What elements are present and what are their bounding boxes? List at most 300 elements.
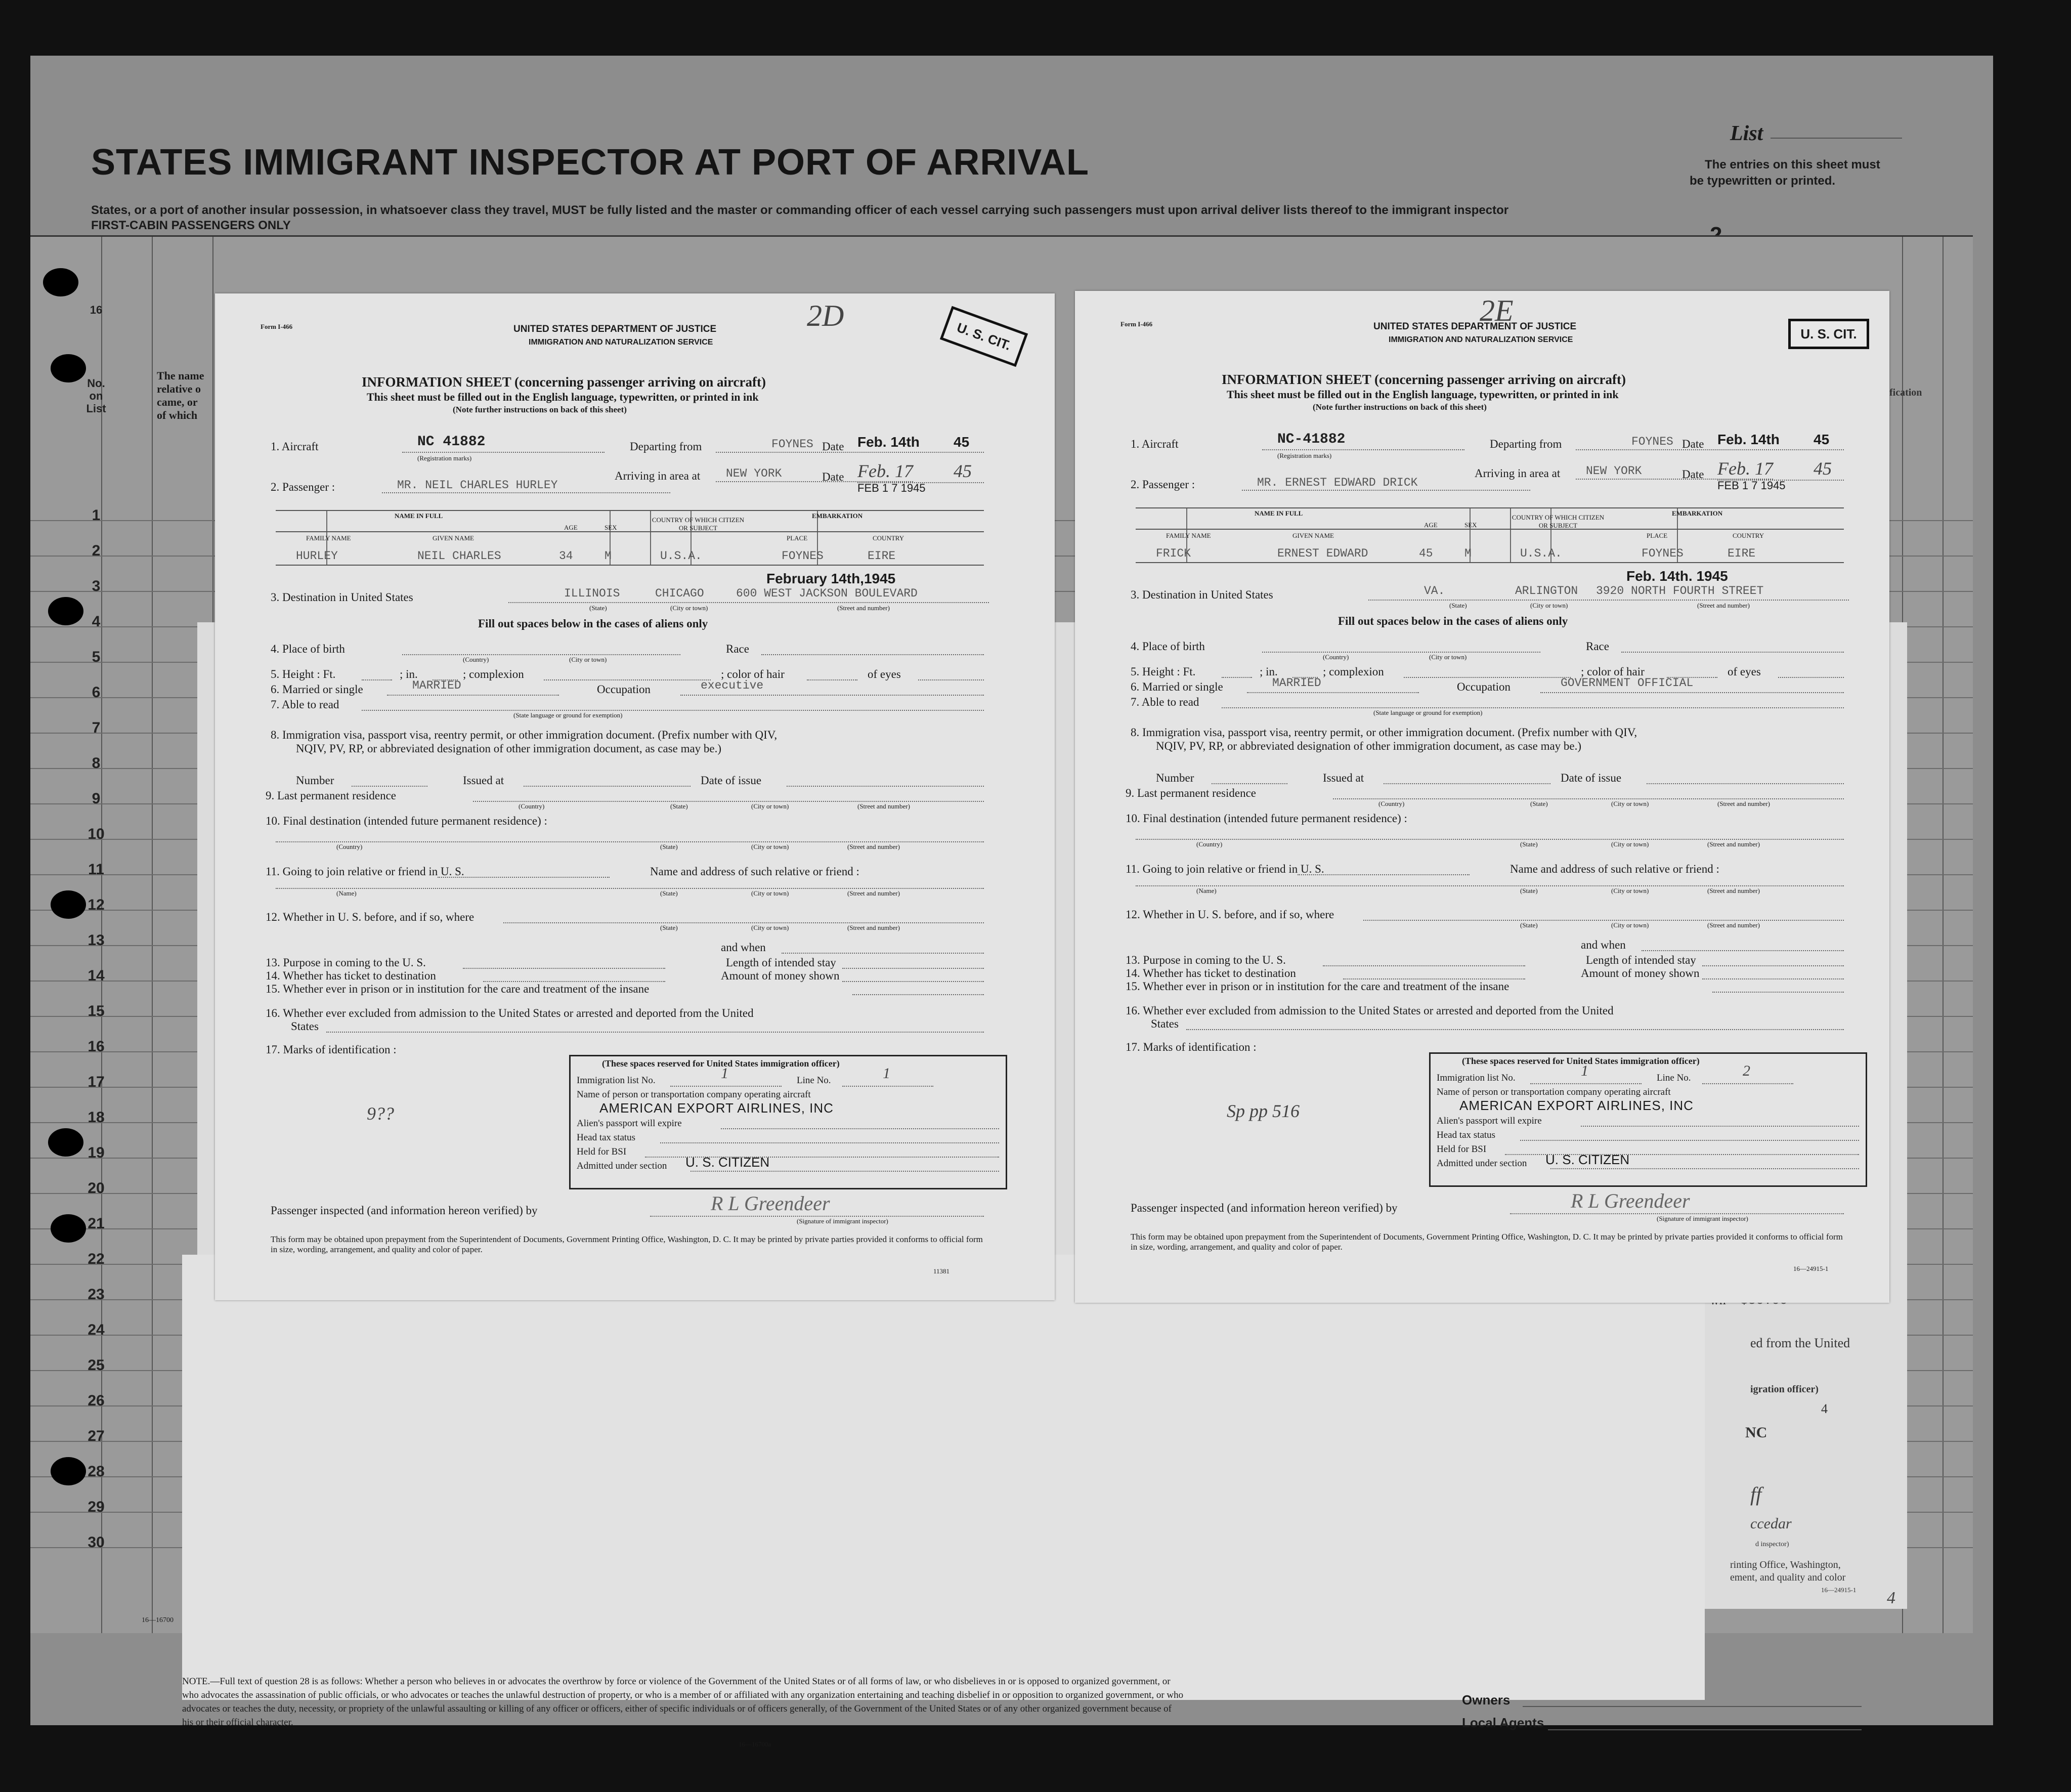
street-sub-10: (Street and number) [847,843,900,850]
street-sub-9: (Street and number) [1717,800,1770,807]
q12-label: 12. Whether in U. S. before, and if so, where [266,911,474,923]
embarkation-header: EMBARKATION [812,512,863,520]
city-sub-12: (City or town) [1611,921,1649,929]
street-sub-12: (Street and number) [847,924,900,931]
footer-text: This form may be obtained upon prepayment from the Superintendent of Documents, Government Printing Office, Washington, D. C. It may be printed by private parties provided it conforms to official form in size, wording, arrangement, and quality and color of paper. [271,1234,983,1254]
lang-sub: (State language or ground for exemption) [1373,709,1483,716]
us-citizen-stamp-text: U. S. CITIZEN [1545,1152,1630,1167]
q7-label: 7. Able to read [1131,696,1199,708]
form-code-left: 16—16700 [142,1616,174,1624]
q11-label: 11. Going to join relative or friend in U. S. [1126,863,1324,875]
form-rule [1540,692,1844,693]
line-no-label: Line No. [1657,1073,1691,1083]
arr-stamp: FEB 1 7 1945 [1717,479,1786,492]
state-sub-12: (State) [660,924,678,931]
list-no-value: 1 [721,1065,728,1082]
q6-label: 6. Married or single [1131,680,1223,693]
sheet-id: 2D [807,299,844,332]
row-number: 25 [88,1357,105,1374]
street-sub-10: (Street and number) [1707,840,1760,848]
sheet-sub-1: This sheet must be filled out in the English language, typewritten, or printed in ink [1227,388,1619,401]
form-rule [276,888,984,889]
reg-marks-label: (Registration marks) [1277,452,1332,459]
married-value: MARRIED [1272,676,1321,690]
city-sub-9: (City or town) [751,802,789,810]
form-rule [1262,652,1540,653]
country-sub-10: (Country) [336,843,363,850]
list-no-label: Immigration list No. [577,1075,656,1086]
footer-code: 11381 [933,1267,950,1275]
form-number: Form I-466 [1120,320,1153,328]
number-label: Number [296,774,334,787]
service-name: IMMIGRATION AND NATURALIZATION SERVICE [529,338,713,347]
occupation-label: Occupation [597,683,651,696]
row-number: 28 [88,1463,105,1480]
dated-stamp: Feb. 14th. 1945 [1626,568,1728,584]
form-rule [842,968,984,969]
form-rule [1136,839,1844,840]
arr-date-hw: Feb. 17 [1717,458,1773,479]
col-no-label-2: on [89,390,103,402]
row-number: 11 [88,861,104,878]
fill-out-header: Fill out spaces below in the cases of aliens only [1338,615,1568,627]
form-rule [524,786,691,787]
arriving-label: Arriving in area at [1475,467,1561,480]
departing-label: Departing from [630,440,702,453]
list-no-label: Immigration list No. [1437,1073,1516,1083]
sheet-sub-1: This sheet must be filled out in the English language, typewritten, or printed in ink [367,391,759,403]
emb-country-header: COUNTRY [873,534,904,542]
dep-year-value: 45 [954,434,970,450]
arriving-value: NEW YORK [726,467,782,480]
form-rule [918,679,984,680]
form-rule [1247,692,1419,693]
number-label: Number [1156,772,1194,784]
form-rule [1621,652,1844,653]
form-rule [544,679,711,680]
sheet-sub-2: (Note further instructions on back of this sheet) [1313,402,1487,412]
row-number: 15 [88,1003,105,1019]
form-rule [276,531,984,532]
arr-year-hw: 45 [1814,458,1832,479]
company-label: Name of person or transportation company operating aircraft [1437,1087,1671,1097]
form-rule [852,994,984,995]
stay-label: Length of intended stay [1586,954,1696,966]
age-header: AGE [1424,521,1438,529]
form-rule [362,710,984,711]
city-sub-2: (City or town) [1429,653,1467,661]
eyes-label: of eyes [1728,665,1761,678]
form-rule [326,1032,984,1033]
race-label: Race [726,643,749,655]
embarkation-header: EMBARKATION [1672,509,1723,517]
form-rule [1702,978,1844,979]
q15-label: 15. Whether ever in prison or in institution for the care and treatment of the insane [266,983,650,995]
form-rule [842,1086,933,1087]
q13-label: 13. Purpose in coming to the U. S. [1126,954,1286,966]
form-rule [650,1216,984,1217]
admitted-label: Admitted under section [1437,1158,1527,1169]
state-sub-9: (State) [670,802,688,810]
instructions-line-2: be typewritten or printed. [1690,174,1836,188]
line-no-label: Line No. [797,1075,831,1086]
state-sub-10: (State) [660,843,678,850]
given-name-header: GIVEN NAME [433,534,474,542]
punch-hole [43,268,78,296]
dest-street-value: 600 WEST JACKSON BOULEVARD [736,587,918,600]
row-number: 6 [92,684,101,701]
in-label: ; in. [1260,665,1278,678]
state-sub-11: (State) [1520,887,1538,894]
q16-line-2: States [1151,1017,1179,1030]
city-sub-10: (City or town) [751,843,789,850]
country-sub: (Country) [1323,653,1349,661]
row-number: 13 [88,932,105,949]
q8-line-2: NQIV, PV, RP, or abbreviated designation of other immigration document, as case may be.) [296,742,722,755]
rel-name-label: Name and address of such relative or friend : [650,865,859,878]
q8-line-1: 8. Immigration visa, passport visa, reentry permit, or other immigration document. (Prefix number with QIV, [271,729,778,741]
city-sub-2: (City or town) [569,656,607,663]
city-sub: (City or town) [670,604,708,612]
aircraft-value: NC 41882 [417,434,486,450]
form-code-bottom: 16—16700a [739,1740,771,1748]
form-rule [782,953,984,954]
tax-label: Head tax status [577,1132,636,1143]
under-fragment: 16—24915-1 [1821,1586,1857,1594]
form-rule [1298,874,1470,875]
row-number: 8 [92,755,101,772]
under-fragment: ccedar [1750,1515,1792,1532]
emb-country-value: EIRE [1728,547,1756,560]
row-number: 24 [88,1321,105,1338]
dept-name: UNITED STATES DEPARTMENT OF JUSTICE [1373,321,1577,332]
street-sub-11: (Street and number) [1707,887,1760,894]
q16-line-1: 16. Whether ever excluded from admission to the United States or arrested and deported from the United [1126,1004,1614,1017]
form-rule [1642,950,1844,951]
row-number: 3 [92,578,101,594]
street-sub-12: (Street and number) [1707,921,1760,929]
given-value: NEIL CHARLES [417,549,501,563]
under-fragment: ed from the United [1750,1336,1850,1350]
lang-sub: (State language or ground for exemption) [513,711,623,719]
dest-city-value: CHICAGO [655,587,704,600]
sig-sub: (Signature of immigrant inspector) [1657,1215,1748,1222]
form-rule [473,801,984,802]
under-fragment: fication [1889,387,1922,398]
signature: R L Greendeer [1571,1189,1690,1212]
punch-hole [51,1214,86,1243]
under-fragment: ff [1750,1483,1762,1506]
citizen-header: COUNTRY OF WHICH CITIZEN OR SUBJECT [652,516,745,532]
emb-place-value: FOYNES [782,549,824,563]
money-label: Amount of money shown [721,969,840,982]
family-value: HURLEY [296,549,338,563]
under-fragment: ement, and quality and color [1730,1572,1846,1583]
dep-date-value: Feb. 14th [1717,432,1780,447]
form-rule [787,786,984,787]
name-sub-11: (Name) [336,889,357,897]
row-number: 29 [88,1499,105,1515]
form-rule [463,968,665,969]
row-number: 23 [88,1286,105,1303]
dest-street-value: 3920 NORTH FOURTH STREET [1596,584,1764,598]
occupation-value: GOVERNMENT OFFICIAL [1561,676,1694,690]
form-rule [1404,677,1571,678]
q1-label: 1. Aircraft [271,440,319,453]
dest-state-value: ILLINOIS [564,587,620,600]
form-rule [761,654,984,655]
row-number: 18 [88,1109,105,1126]
q11-label: 11. Going to join relative or friend in U. S. [266,865,464,878]
arr-stamp: FEB 1 7 1945 [857,482,926,494]
emb-country-value: EIRE [868,549,896,563]
family-name-header: FAMILY NAME [1166,532,1211,539]
city-sub-11: (City or town) [751,889,789,897]
manifest-subtitle: States, or a port of another insular possession, in whatsoever class they travel, MUST be fully listed and the master or commanding officer of each vessel carrying such passengers must upon arrival deliver lists thereof to the immigrant inspector [91,203,1509,217]
row-number: 14 [88,967,105,984]
form-rule [660,1142,999,1143]
sheet-sub-2: (Note further instructions on back of this sheet) [453,405,627,414]
q6-label: 6. Married or single [271,683,363,696]
q9-label: 9. Last permanent residence [1126,787,1256,799]
row-number: 20 [88,1180,105,1197]
and-when-label: and when [721,941,766,954]
arriving-value: NEW YORK [1586,464,1642,478]
passport-label: Alien's passport will expire [577,1118,682,1129]
in-label: ; in. [400,668,418,680]
bsi-label: Held for BSI [1437,1144,1487,1155]
line-no-value: 1 [883,1065,890,1082]
question-28-note: NOTE.—Full text of question 28 is as follows: Whether a person who believes in or advocates the overthrow by force or violence of the Government of the United States or of all forms of law, or who disbelieves in or is opposed to organized government, or who advocates the assassination of public officials, or who advocates or teaches the unlawful destruction of property, or who is a member of or affiliated with any organization entertaining and teaching disbelief in or opposition to organized government, or who advocates or teaches the duty, necessity, or propriety of the unlawful assaulting or killing of any officer or officers, either of specific individuals or of officers generally, of the Government of the United States or of any other organized government because of his or their official character. [182,1676,1184,1728]
street-sub: (Street and number) [1697,602,1750,609]
age-header: AGE [564,524,578,531]
footer-text: This form may be obtained upon prepayment from the Superintendent of Documents, Government Printing Office, Washington, D. C. It may be printed by private parties provided it conforms to official form in size, wording, arrangement, and quality and color of paper. [1131,1232,1843,1252]
arr-date-hw: Feb. 17 [857,461,913,481]
name-in-full-header: NAME IN FULL [395,512,443,520]
form-rule [1530,1083,1642,1084]
q13-label: 13. Purpose in coming to the U. S. [266,956,426,969]
sex-value: M [1464,547,1472,560]
given-value: ERNEST EDWARD [1277,547,1368,560]
age-value: 45 [1419,547,1433,560]
punch-hole [48,597,83,625]
list-no-value: 1 [1581,1062,1588,1079]
q17-label: 17. Marks of identification : [266,1043,397,1056]
form-rule [1778,677,1844,678]
state-sub-10: (State) [1520,840,1538,848]
form-rule [721,1128,999,1129]
marks-handwritten: Sp pp 516 [1227,1101,1300,1121]
q10-label: 10. Final destination (intended future permanent residence) : [1126,812,1407,825]
q10-label: 10. Final destination (intended future permanent residence) : [266,815,547,827]
form-rule [1647,783,1844,784]
form-rule [1136,529,1844,530]
us-citizen-stamp: U. S. CIT. [940,306,1028,367]
sig-sub: (Signature of immigrant inspector) [797,1217,888,1225]
bsi-label: Held for BSI [577,1146,627,1157]
q16-line-2: States [291,1020,319,1033]
form-rule [1136,885,1844,886]
departing-value: FOYNES [771,438,813,451]
row-number: 12 [88,897,105,913]
col-16-label: 16 [90,304,103,316]
form-rule [1333,798,1844,799]
occupation-value: executive [701,679,764,692]
name-in-full-header: NAME IN FULL [1255,509,1303,517]
form-rule [1262,449,1464,450]
form-rule [1186,1029,1844,1030]
date-label: Date [822,440,844,453]
q16-line-1: 16. Whether ever excluded from admission to the United States or arrested and deported from the United [266,1007,754,1019]
street-sub-9: (Street and number) [857,802,910,810]
reserved-label: (These spaces reserved for United States immigration officer) [1462,1056,1700,1066]
manifest-class-label: FIRST-CABIN PASSENGERS ONLY [91,219,291,232]
form-rule [1581,1126,1859,1127]
passport-label: Alien's passport will expire [1437,1116,1542,1126]
date-issue-label: Date of issue [701,774,762,787]
fill-out-header: Fill out spaces below in the cases of aliens only [478,617,708,630]
signature: R L Greendeer [711,1192,830,1215]
form-rule [1368,600,1849,601]
city-sub-9: (City or town) [1611,800,1649,807]
form-rule [1363,920,1844,921]
sheet-id: 2E [1480,294,1514,327]
q17-label: 17. Marks of identification : [1126,1041,1257,1053]
citizen-value: U.S.A. [1520,547,1562,560]
row-number: 9 [92,790,101,807]
arriving-label: Arriving in area at [615,470,701,482]
under-fragment: igration officer) [1750,1384,1819,1395]
arr-year-hw: 45 [954,461,972,481]
q8-line-1: 8. Immigration visa, passport visa, reentry permit, or other immigration document. (Prefix number with QIV, [1131,726,1637,739]
row-number: 1 [92,507,101,524]
q4-label: 4. Place of birth [271,643,345,655]
airline-stamp: AMERICAN EXPORT AIRLINES, INC [1459,1098,1694,1113]
citizen-header: COUNTRY OF WHICH CITIZEN OR SUBJECT [1512,514,1605,529]
instructions-line-1: The entries on this sheet must [1705,158,1880,172]
form-rule [276,841,984,842]
form-rule [438,877,610,878]
sheet-title: INFORMATION SHEET (concerning passenger arriving on aircraft) [1222,372,1626,387]
punch-hole [51,354,86,382]
form-rule [382,492,670,493]
us-citizen-stamp-text: U. S. CITIZEN [685,1155,770,1170]
row-number: 17 [88,1074,105,1090]
under-fragment: rinting Office, Washington, [1730,1559,1841,1570]
city-sub-10: (City or town) [1611,840,1649,848]
row-number: 4 [92,613,101,630]
row-number: 30 [88,1534,105,1551]
race-label: Race [1586,640,1609,653]
form-rule [1222,677,1252,678]
q4-label: 4. Place of birth [1131,640,1205,653]
punch-hole [51,890,86,919]
row-number: 22 [88,1251,105,1267]
country-sub: (Country) [463,656,489,663]
country-sub-10: (Country) [1196,840,1223,848]
q2-label: 2. Passenger : [1131,478,1195,491]
q15-label: 15. Whether ever in prison or in institution for the care and treatment of the insane [1126,980,1509,993]
form-rule [1510,1213,1844,1214]
row-number: 7 [92,719,101,736]
list-label: List [1730,122,1763,145]
form-rule [402,654,680,655]
country-sub-9: (Country) [1378,800,1405,807]
admitted-label: Admitted under section [577,1161,667,1171]
given-name-header: GIVEN NAME [1292,532,1334,539]
date-issue-label: Date of issue [1561,772,1622,784]
form-rule [857,452,984,453]
form-rule [1222,707,1844,708]
city-sub-11: (City or town) [1611,887,1649,894]
line-no-value: 2 [1743,1062,1750,1079]
owners-label: Owners [1462,1692,1511,1708]
complexion-label: ; complexion [463,668,524,680]
dest-city-value: ARLINGTON [1515,584,1578,598]
issued-label: Issued at [463,774,504,787]
airline-stamp: AMERICAN EXPORT AIRLINES, INC [599,1100,834,1116]
q2-label: 2. Passenger : [271,481,335,493]
sex-header: SEX [1464,521,1477,529]
form-rule [402,452,605,453]
form-rule [1520,1140,1859,1141]
form-rule [1702,965,1844,966]
passenger-value: MR. ERNEST EDWARD DRICK [1257,476,1418,489]
form-rule [680,695,984,696]
q14-label: 14. Whether has ticket to destination [1126,967,1296,979]
information-sheet-2d [215,293,1055,1300]
q3-label: 3. Destination in United States [271,591,413,604]
row-number: 10 [88,826,105,842]
form-rule [352,786,427,787]
state-sub-9: (State) [1530,800,1548,807]
occupation-label: Occupation [1457,680,1511,693]
date-label-2: Date [1682,468,1704,481]
street-sub: (Street and number) [837,604,890,612]
row-number: 27 [88,1428,105,1444]
passenger-value: MR. NEIL CHARLES HURLEY [397,479,558,492]
q7-label: 7. Able to read [271,698,339,711]
under-fragment: 4 [1821,1401,1828,1416]
hair-label: ; color of hair [1581,665,1645,678]
row-number: 16 [88,1038,105,1055]
q5-label: 5. Height : Ft. [1131,665,1196,678]
age-value: 34 [559,549,573,563]
money-label: Amount of money shown [1581,967,1700,979]
row-number: 5 [92,649,101,665]
form-rule [691,1171,999,1172]
q1-label: 1. Aircraft [1131,438,1179,450]
emb-country-header: COUNTRY [1733,532,1764,539]
col-no-label-3: List [86,402,106,415]
form-rule [1323,965,1525,966]
country-sub-9: (Country) [519,802,545,810]
reg-marks-label: (Registration marks) [417,454,472,462]
state-sub: (State) [1449,602,1467,609]
footer-code: 16—24915-1 [1793,1265,1829,1272]
us-citizen-stamp: U. S. CIT. [1788,319,1869,349]
complexion-label: ; complexion [1323,665,1384,678]
row-number: 2 [92,542,101,559]
q5-label: 5. Height : Ft. [271,668,336,680]
form-number: Form I-466 [261,323,293,330]
q8-line-2: NQIV, PV, RP, or abbreviated designation of other immigration document, as case may be.) [1156,740,1582,752]
q14-label: 14. Whether has ticket to destination [266,969,436,982]
issued-label: Issued at [1323,772,1364,784]
form-rule [1550,1168,1859,1169]
form-rule [483,981,665,982]
inspected-label: Passenger inspected (and information hereon verified) by [1131,1202,1398,1214]
